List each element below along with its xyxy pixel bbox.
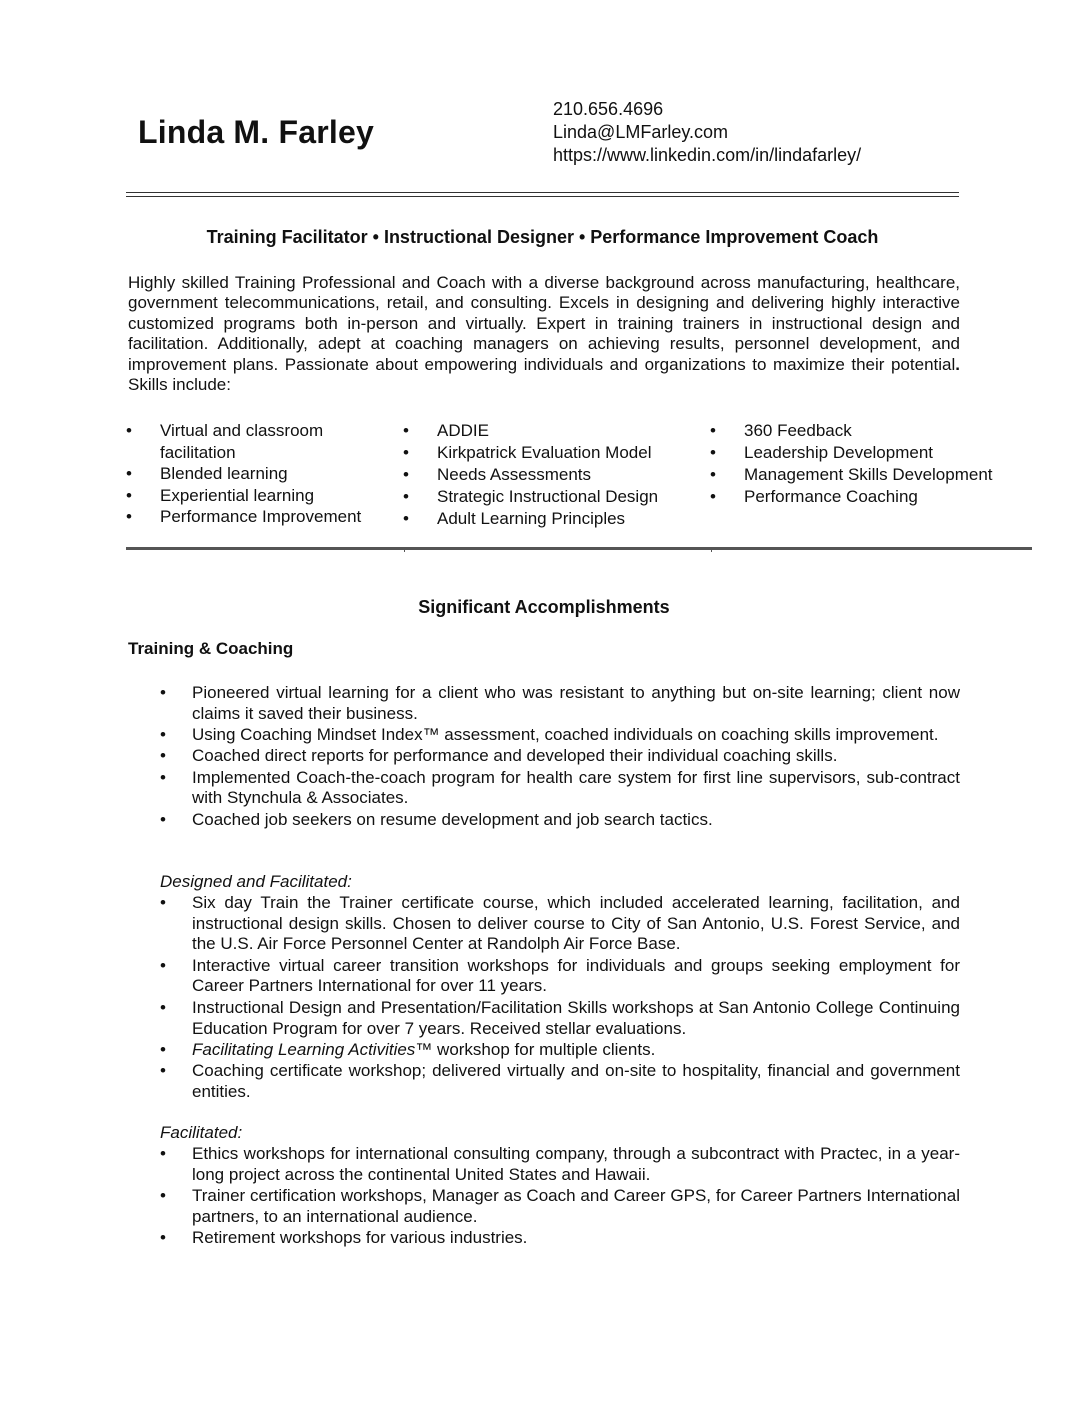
list-item-text: Coached job seekers on resume development and job search tactics. [192, 809, 713, 829]
skill-item [710, 486, 1030, 508]
bullet-icon: • [126, 464, 132, 483]
skill-item [403, 464, 693, 486]
skill-item [403, 508, 693, 530]
skill-label: Kirkpatrick Evaluation Model [437, 443, 652, 462]
designed-heading: Designed and Facilitated: [160, 872, 352, 891]
bullet-icon: • [403, 465, 409, 484]
skill-label: Adult Learning Principles [437, 509, 626, 528]
skill-item [710, 420, 1030, 442]
bullet-icon: • [710, 421, 716, 440]
professional-headline: Training Facilitator • Instructional Designer • Performance Improvement Coach [206, 227, 879, 247]
list-item [160, 893, 960, 955]
skill-label: Performance Improvement [160, 507, 362, 526]
skill-item [403, 486, 693, 508]
list-item [160, 1186, 960, 1228]
bullet-icon: • [160, 1061, 166, 1081]
candidate-name: Linda M. Farley [138, 114, 374, 150]
list-item-text: Implemented Coach-the-coach program for health care system for first line supervisors, sub-contract with Stynchula & Associates. [192, 767, 960, 808]
bullet-icon: • [160, 1185, 166, 1205]
skill-label: Experiential learning [160, 485, 315, 505]
list-item-text: ™ workshop for multiple clients. [415, 1039, 656, 1059]
bullet-icon: • [160, 683, 166, 702]
list-item [160, 1061, 960, 1103]
list-item-text: Ethics workshops for international consulting company, through a subcontract with Practec, in a year-long project across the continental United States and Hawaii. [192, 1143, 960, 1184]
list-item [160, 768, 960, 810]
facilitated-heading: Facilitated: [160, 1123, 243, 1142]
skill-item [126, 463, 376, 485]
bullet-icon: • [160, 725, 166, 745]
bullet-icon: • [710, 443, 716, 462]
skills-column-1 [126, 420, 376, 528]
bullet-icon: • [160, 997, 166, 1017]
list-item [160, 746, 960, 767]
summary-period: . [955, 354, 960, 374]
designed-list [160, 872, 960, 1103]
skill-label: Needs Assessments [437, 465, 592, 484]
bullet-icon: • [710, 465, 716, 484]
skill-item [126, 485, 376, 507]
skill-label: 360 Feedback [744, 421, 852, 440]
list-item [160, 725, 960, 746]
skill-item [710, 442, 1030, 464]
summary-text: Highly skilled Training Professional and Coach with a diverse background across manufacturing, healthcare, government telecommunications, retail, and consulting. Excels in designing and delivering highly interactive customized programs both in-person and virtually. Expert in training trainers in instructional design and facilitation. Additionally, adept at coaching managers on achieving results, personnel development, and improvement plans. Passionate about empowering individuals and organizations to maximize their potential [128, 273, 960, 374]
skills-divider [126, 547, 1032, 550]
phone-number: 210.656.4696 [553, 99, 664, 119]
bullet-icon: • [160, 1227, 166, 1247]
bullet-icon: • [710, 487, 716, 506]
skills-intro: Skills include: [128, 375, 231, 395]
subsection-title-training-coaching: Training & Coaching [128, 639, 294, 658]
list-item-text: Using Coaching Mindset Index™ assessment, coached individuals on coaching skills improvement. [192, 725, 939, 745]
bullet-icon: • [403, 443, 409, 462]
list-item-text: Instructional Design and Presentation/Facilitation Skills workshops at San Antonio College Continuing Education Program for over 7 years. Received stellar evaluations. [192, 997, 960, 1038]
skill-item [710, 464, 1030, 486]
list-item [160, 956, 960, 998]
skill-item [403, 420, 693, 442]
email-address: Linda@LMFarley.com [553, 122, 728, 142]
skill-label: Virtual and classroom facilitation [160, 421, 324, 462]
skills-column-2 [403, 420, 693, 530]
list-item-text: Coaching certificate workshop; delivered virtually and on-site to hospitality, financial and government entities. [192, 1061, 960, 1101]
list-item-text: Pioneered virtual learning for a client who was resistant to anything but on-site learning; client now claims it saved their business. [192, 683, 960, 723]
skill-label: Leadership Development [744, 443, 934, 462]
professional-summary [128, 273, 960, 395]
list-item-text: Trainer certification workshops, Manager as Coach and Career GPS, for Career Partners International partners, to an international audience. [192, 1185, 960, 1226]
list-item [160, 1228, 960, 1249]
skill-label: ADDIE [437, 421, 489, 440]
facilitated-list [160, 1123, 960, 1249]
list-item-text: Coached direct reports for performance and developed their individual coaching skills. [192, 746, 838, 766]
bullet-icon: • [403, 509, 409, 528]
list-item [160, 998, 960, 1040]
bullet-icon: • [160, 1039, 166, 1059]
bullet-icon: • [126, 507, 132, 526]
skill-item [126, 506, 376, 528]
list-item [160, 683, 960, 725]
bullet-icon: • [403, 487, 409, 506]
section-title-accomplishments: Significant Accomplishments [418, 597, 670, 617]
bullet-icon: • [403, 421, 409, 440]
bullet-icon: • [160, 892, 166, 912]
skill-item [403, 442, 693, 464]
workshop-title: Facilitating Learning Activities [192, 1039, 416, 1059]
contact-block [553, 98, 861, 167]
header-divider [126, 192, 959, 197]
skill-label: Management Skills Development [744, 465, 993, 484]
column-tick [404, 547, 405, 552]
list-item [160, 1040, 960, 1061]
column-tick [711, 547, 712, 552]
bullet-icon: • [160, 809, 166, 829]
skill-label: Performance Coaching [744, 487, 918, 506]
bullet-icon: • [160, 767, 166, 787]
skill-label: Blended learning [160, 464, 288, 483]
skill-label: Strategic Instructional Design [437, 487, 659, 506]
bullet-icon: • [160, 1143, 166, 1163]
linkedin-url: https://www.linkedin.com/in/lindafarley/ [553, 145, 862, 165]
list-item-text: Interactive virtual career transition workshops for individuals and groups seeking employment for Career Partners International for over 11 years. [192, 955, 960, 996]
bullet-icon: • [126, 485, 132, 505]
list-item [160, 1144, 960, 1186]
coaching-list [160, 683, 960, 831]
bullet-icon: • [160, 746, 166, 766]
bullet-icon: • [160, 955, 166, 975]
list-item [160, 810, 960, 831]
skill-item [126, 420, 376, 463]
bullet-icon: • [126, 421, 132, 440]
skills-column-3 [710, 420, 1030, 508]
list-item-text: Retirement workshops for various industries. [192, 1227, 528, 1247]
list-item-text: Six day Train the Trainer certificate course, which included accelerated learning, facilitation, and instructional design skills. Chosen to deliver course to City of San Antonio, U.S. Forest Service, and the U.S. Air Force Personnel Center at Randolph Air Force Base. [192, 892, 960, 954]
